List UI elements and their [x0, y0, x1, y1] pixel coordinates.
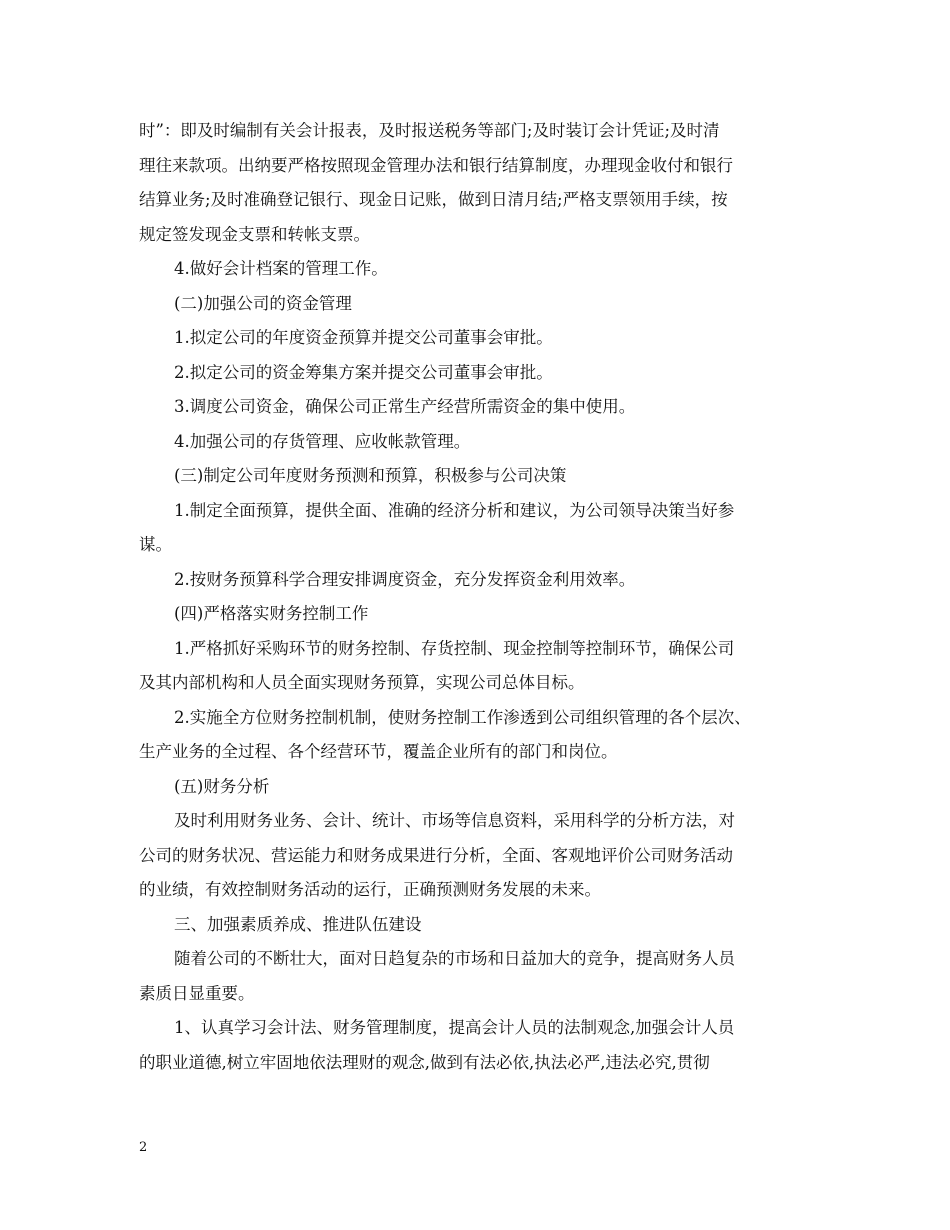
document-body: [139, 114, 819, 1080]
text-line: 素质日显重要。: [139, 983, 255, 1003]
text-line: 公司的财务状况、营运能力和财务成果进行分析，全面、客观地评价公司财务活动: [139, 845, 733, 865]
text-line: 及时利用财务业务、会计、统计、市场等信息资料，采用科学的分析方法，对: [174, 811, 735, 830]
text-line: 规定签发现金支票和转帐支票。: [139, 224, 370, 244]
text-line: (四)严格落实财务控制工作: [174, 604, 369, 623]
text-line: 生产业务的全过程、各个经营环节，覆盖企业所有的部门和岗位。: [139, 742, 618, 761]
text-line: 随着公司的不断壮大，面对日趋复杂的市场和日益加大的竞争，提高财务人员: [174, 949, 735, 968]
text-line: 三、加强素质养成、推进队伍建设: [174, 914, 422, 934]
text-line: 1.制定全面预算，提供全面、准确的经济分析和建议，为公司领导决策当好参: [174, 500, 735, 520]
text-line: (五)财务分析: [174, 776, 270, 796]
text-line: (三)制定公司年度财务预测和预算，积极参与公司决策: [174, 466, 567, 485]
text-line: 4.做好会计档案的管理工作。: [174, 259, 388, 278]
text-line: 及其内部机构和人员全面实现财务预算，实现公司总体目标。: [139, 673, 585, 692]
text-line: 的职业道德,树立牢固地依法理财的观念,做到有法必依,执法必严,违法必究,贯彻: [139, 1052, 710, 1072]
text-line: 1.拟定公司的年度资金预算并提交公司董事会审批。: [174, 328, 553, 347]
text-line: (二)加强公司的资金管理: [174, 293, 352, 313]
text-line: 谋。: [139, 535, 172, 554]
text-line: 1.严格抓好采购环节的财务控制、存货控制、现金控制等控制环节，确保公司: [174, 638, 735, 658]
text-line: 4.加强公司的存货管理、应收帐款管理。: [174, 431, 471, 451]
page-number: 2: [139, 1140, 148, 1155]
text-line: 时”：即及时编制有关会计报表，及时报送税务等部门;及时装订会计凭证;及时清: [139, 121, 720, 140]
text-line: 1、认真学习会计法、财务管理制度，提高会计人员的法制观念,加强会计人员: [174, 1018, 735, 1037]
text-line: 2.按财务预算科学合理安排调度资金，充分发挥资金利用效率。: [174, 569, 636, 589]
text-line: 3.调度公司资金，确保公司正常生产经营所需资金的集中使用。: [174, 397, 636, 416]
text-line: 2.拟定公司的资金筹集方案并提交公司董事会审批。: [174, 362, 553, 382]
text-line: 的业绩，有效控制财务活动的运行，正确预测财务发展的未来。: [139, 880, 601, 899]
text-line: 结算业务;及时准确登记银行、现金日记账，做到日清月结;严格支票领用手续，按: [139, 190, 728, 209]
text-line: 2.实施全方位财务控制机制，使财务控制工作渗透到公司组织管理的各个层次、: [174, 707, 751, 727]
text-line: 理往来款项。出纳要严格按照现金管理办法和银行结算制度，办理现金收付和银行: [139, 155, 733, 175]
